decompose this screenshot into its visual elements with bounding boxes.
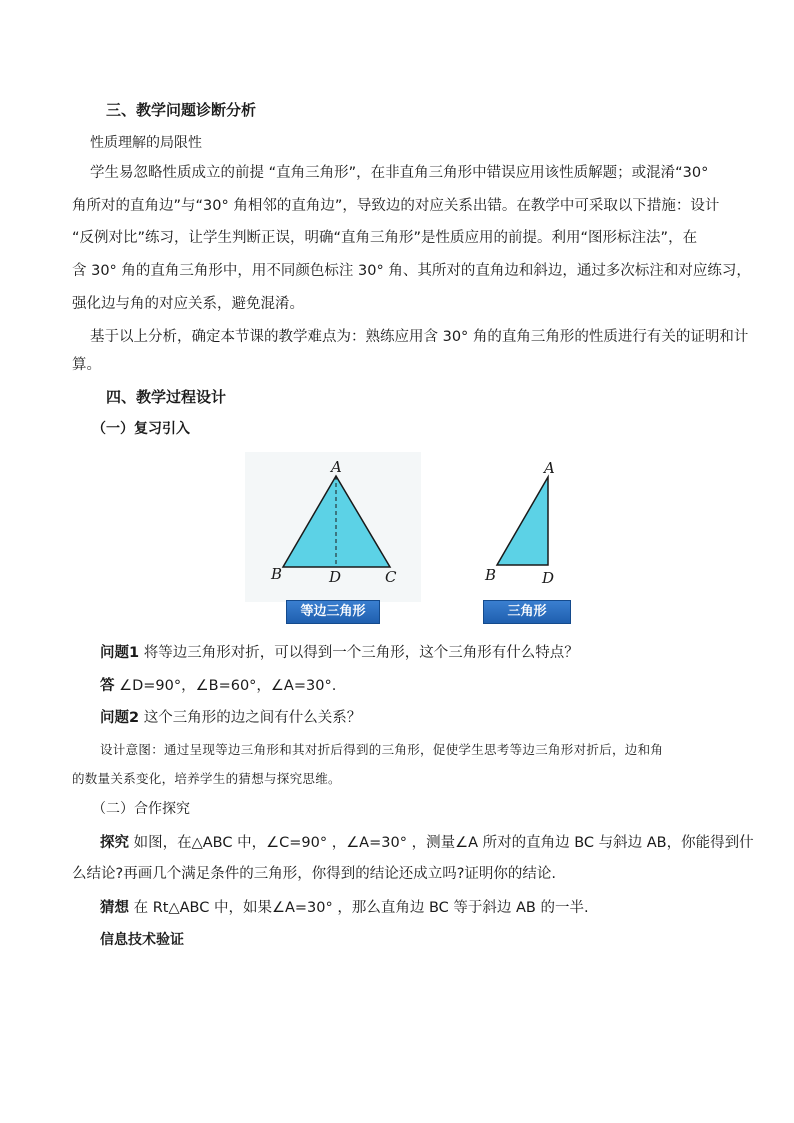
paragraph-line: 基于以上分析，确定本节课的教学难点为：熟练应用含 30° 角的直角三角形的性质进行有关的证明和计: [90, 329, 749, 345]
question-1: [100, 643, 760, 663]
section-4-heading: 四、教学过程设计: [106, 388, 227, 406]
label-a: A: [331, 458, 342, 476]
explore-line-1: [100, 833, 760, 853]
section-3-subtitle: 性质理解的局限性: [90, 135, 202, 151]
figure-equilateral-triangle: [245, 452, 421, 602]
label-b: B: [271, 565, 283, 583]
guess: [100, 898, 760, 918]
paragraph-line: 算。: [72, 357, 101, 373]
paragraph-line: 含 30° 角的直角三角形中，用不同颜色标注 30° 角、其所对的直角边和斜边，通过多次标注和对应练习，: [72, 263, 751, 279]
question-2: [100, 708, 760, 728]
answer: [100, 676, 760, 696]
part-2-heading: （二）合作探究: [92, 801, 190, 817]
question-1-text: 将等边三角形对折，可以得到一个三角形，这个三角形有什么特点？: [139, 645, 579, 661]
explore-label: 探究: [100, 835, 129, 851]
equilateral-triangle-graphic: [245, 452, 421, 602]
explore-line-2: 么结论?再画几个满足条件的三角形，你得到的结论还成立吗?证明你的结论.: [72, 866, 556, 882]
section-3-heading: 三、教学问题诊断分析: [106, 101, 257, 119]
question-1-label: 问题1: [100, 645, 140, 661]
caption-triangle: [483, 600, 571, 624]
label-c: C: [385, 568, 397, 586]
figure-right-triangle: [480, 455, 570, 590]
label-d: D: [542, 569, 555, 587]
paragraph-line: 角所对的直角边”与“30° 角相邻的直角边”，导致边的对应关系出错。在教学中可采取以下措施：设计: [72, 198, 720, 214]
answer-label: 答: [100, 678, 115, 694]
label-a: A: [544, 459, 555, 477]
label-b: B: [485, 566, 497, 584]
part-1-heading: （一）复习引入: [92, 421, 190, 437]
verify-heading: 信息技术验证: [100, 932, 184, 948]
answer-text: ∠D=90°，∠B=60°，∠A=30°.: [114, 678, 337, 694]
design-line: 的数量关系变化，培养学生的猜想与探究思维。: [72, 771, 341, 786]
caption-equilateral-triangle: [286, 600, 380, 624]
question-2-label: 问题2: [100, 710, 140, 726]
guess-label: 猜想: [100, 900, 129, 916]
paragraph-line: “反例对比”练习，让学生判断正误，明确“直角三角形”是性质应用的前提。利用“图形标注法”，在: [72, 230, 698, 246]
caption-label: 等边三角形: [300, 604, 366, 619]
paragraph-line: 学生易忽略性质成立的前提 “直角三角形”，在非直角三角形中错误应用该性质解题；或混淆“30°: [90, 165, 709, 181]
guess-text: 在 Rt△ABC 中，如果∠A=30° ，那么直角边 BC 等于斜边 AB 的一半.: [129, 900, 589, 916]
explore-text: 如图，在△ABC 中，∠C=90° ，∠A=30° ，测量∠A 所对的直角边 BC 与斜边 AB，你能得到什: [129, 835, 754, 851]
design-line: 设计意图：通过呈现等边三角形和其对折后得到的三角形，促使学生思考等边三角形对折后，边和角: [100, 742, 664, 757]
question-2-text: 这个三角形的边之间有什么关系？: [139, 710, 362, 726]
label-d: D: [329, 568, 342, 586]
paragraph-line: 强化边与角的对应关系，避免混淆。: [72, 296, 304, 312]
right-triangle-graphic: [480, 455, 570, 590]
triangle-abd: [497, 477, 548, 565]
caption-label: 三角形: [507, 604, 547, 619]
